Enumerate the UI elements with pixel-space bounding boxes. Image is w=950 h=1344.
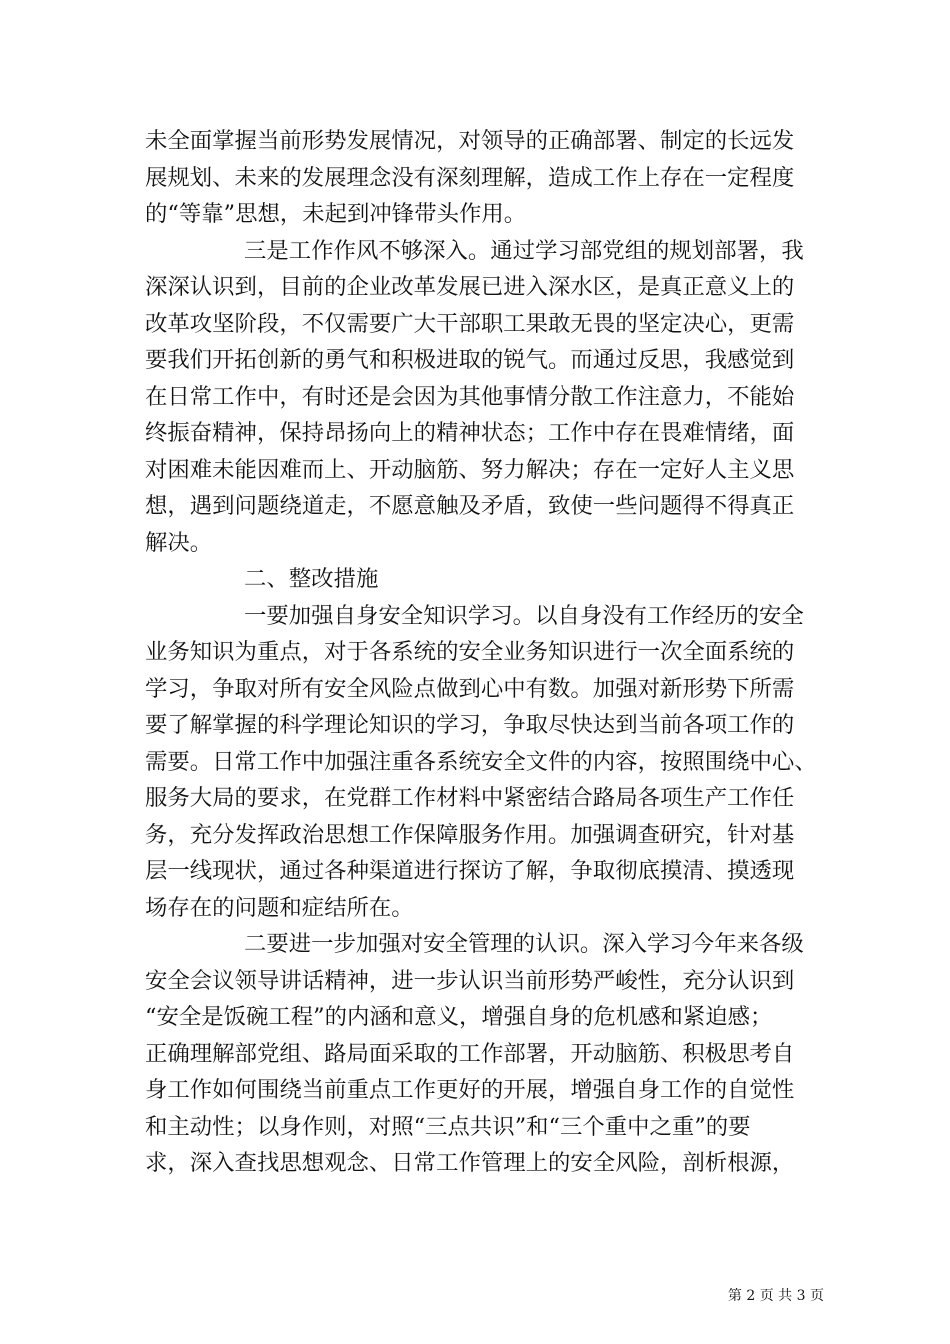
body-text-line: 要了解掌握的科学理论知识的学习，争取尽快达到当前各项工作的 bbox=[145, 712, 795, 738]
body-text-line: 场存在的问题和症结所在。 bbox=[145, 895, 414, 921]
body-text-line: 改革攻坚阶段，不仅需要广大干部职工果敢无畏的坚定决心，更需 bbox=[145, 311, 795, 337]
paragraph-first-line: 二要进一步加强对安全管理的认识。深入学习今年来各级 bbox=[244, 931, 804, 957]
body-text-line: 要我们开拓创新的勇气和积极进取的锐气。而通过反思，我感觉到 bbox=[145, 347, 795, 373]
body-text-line: 业务知识为重点，对于各系统的安全业务知识进行一次全面系统的 bbox=[145, 639, 795, 665]
body-text-line: 务，充分发挥政治思想工作保障服务作用。加强调查研究，针对基 bbox=[145, 822, 795, 848]
body-text-line: 正确理解部党组、路局面采取的工作部署，开动脑筋、积极思考自 bbox=[145, 1041, 795, 1067]
body-text-line: 服务大局的要求，在党群工作材料中紧密结合路局各项生产工作任 bbox=[145, 785, 795, 811]
body-text-line: 对困难未能因难而上、开动脑筋、努力解决；存在一定好人主义思 bbox=[145, 457, 795, 483]
body-text-line: 的“等靠”思想，未起到冲锋带头作用。 bbox=[145, 201, 527, 227]
body-text-line: 求，深入查找思想观念、日常工作管理上的安全风险，剖析根源， bbox=[145, 1150, 795, 1176]
paragraph-first-line: 一要加强自身安全知识学习。以自身没有工作经历的安全 bbox=[244, 603, 804, 629]
body-text-line: 和主动性；以身作则，对照“三点共识”和“三个重中之重”的要 bbox=[145, 1114, 751, 1140]
body-text-line: 身工作如何围绕当前重点工作更好的开展，增强自身工作的自觉性 bbox=[145, 1077, 795, 1103]
body-text-line: 安全会议领导讲话精神，进一步认识当前形势严峻性，充分认识到 bbox=[145, 968, 795, 994]
paragraph-first-line: 三是工作作风不够深入。通过学习部党组的规划部署，我 bbox=[244, 238, 804, 264]
body-text-line: 想，遇到问题绕道走，不愿意触及矛盾，致使一些问题得不得真正 bbox=[145, 493, 795, 519]
body-text-line: 解决。 bbox=[145, 530, 213, 556]
body-text-line: 终振奋精神，保持昂扬向上的精神状态；工作中存在畏难情绪，面 bbox=[145, 420, 795, 446]
body-text-line: 展规划、未来的发展理念没有深刻理解，造成工作上存在一定程度 bbox=[145, 165, 795, 191]
body-text-line: 层一线现状，通过各种渠道进行探访了解，争取彻底摸清、摸透现 bbox=[145, 858, 795, 884]
body-text-line: 在日常工作中，有时还是会因为其他事情分散工作注意力，不能始 bbox=[145, 384, 795, 410]
body-text-line: 学习，争取对所有安全风险点做到心中有数。加强对新形势下所需 bbox=[145, 676, 795, 702]
body-text-line: 需要。日常工作中加强注重各系统安全文件的内容，按照围绕中心、 bbox=[145, 749, 817, 775]
body-text-line: “安全是饭碗工程”的内涵和意义，增强自身的危机感和紧迫感； bbox=[145, 1004, 773, 1030]
body-text-line: 未全面掌握当前形势发展情况，对领导的正确部署、制定的长远发 bbox=[145, 128, 795, 154]
body-text-line: 深深认识到，目前的企业改革发展已进入深水区，是真正意义上的 bbox=[145, 274, 795, 300]
section-heading: 二、整改措施 bbox=[244, 566, 379, 592]
page-number-footer: 第 2 页 共 3 页 bbox=[727, 1288, 824, 1304]
